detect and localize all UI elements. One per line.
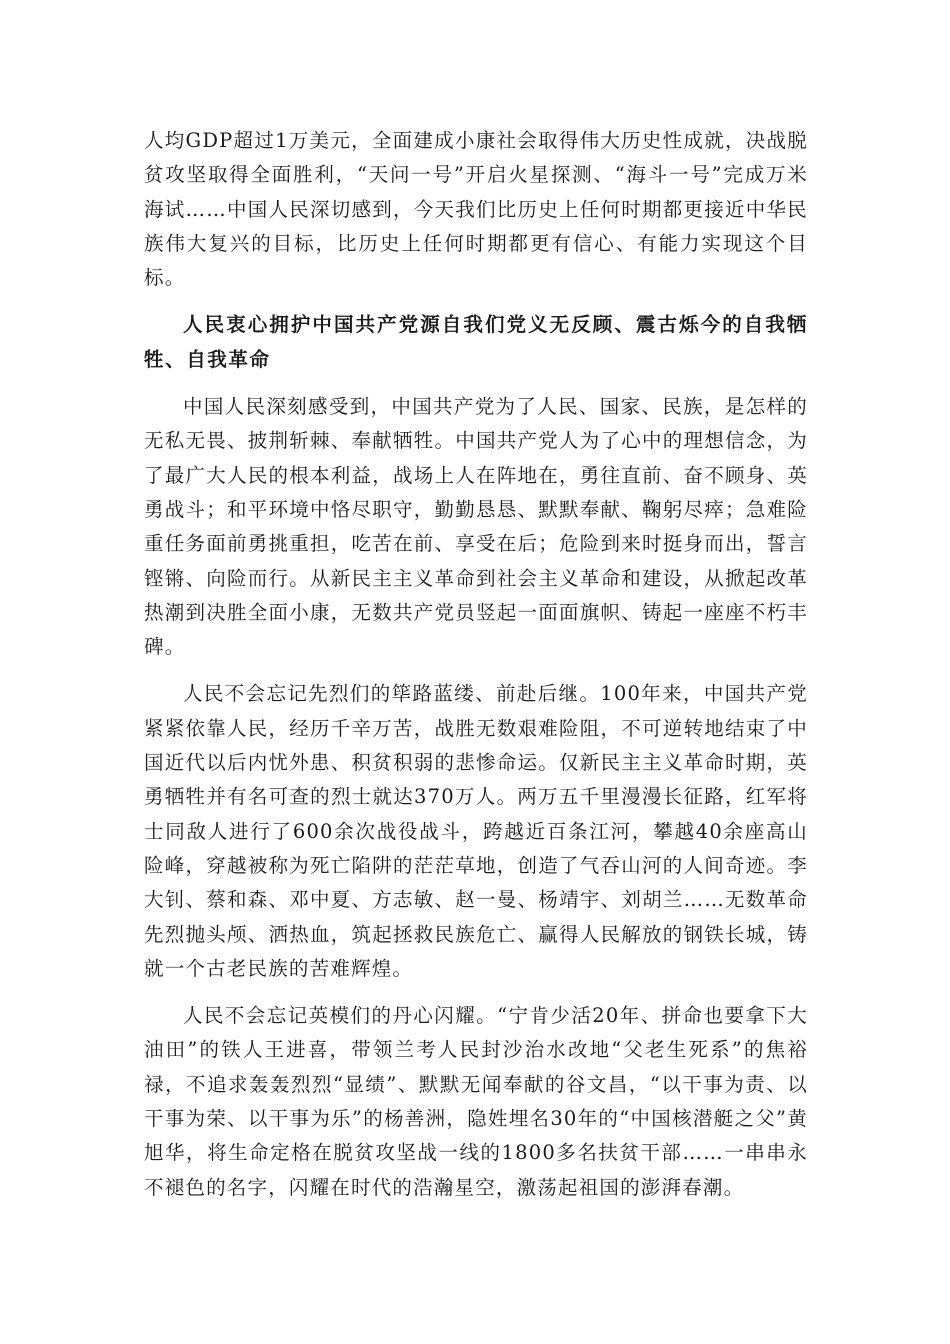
paragraph-self-sacrifice: 中国人民深刻感受到，中国共产党为了人民、国家、民族，是怎样的无私无畏、披荆斩棘、奉献牺牲。中国共产党人为了心中的理想信念，为了最广大人民的根本利益，战场上人在阵地在，勇往直前、奋不顾身、英勇战斗；和平环境中恪尽职守，勤勤恳恳、默默奉献、鞠躬尽瘁；急难险重任务面前勇挑重担，吃苦在前、享受在后；危险到来时挺身而出，誓言铿锵、向险而行。从新民主主义革命到社会主义革命和建设，从掀起改革热潮到决胜全面小康，无数共产党员竖起一面面旗帜、铸起一座座不朽丰碑。 bbox=[144, 395, 808, 659]
paragraph-continued: 人均GDP超过1万美元，全面建成小康社会取得伟大历史性成就，决战脱贫攻坚取得全面胜利，“天问一号”开启火星探测、“海斗一号”完成万米海试……中国人民深切感到，今天我们比历史上任何时期都更接近中华民族伟大复兴的目标，比历史上任何时期都更有信心、有能力实现这个目标。 bbox=[144, 129, 808, 290]
paragraph-heroes: 人民不会忘记英模们的丹心闪耀。“宁肯少活20年、拼命也要拿下大油田”的铁人王进喜，带领兰考人民封沙治水改地“父老生死系”的焦裕禄，不追求轰轰烈烈“显绩”、默默无闻奉献的谷文昌，“以干事为责、以干事为荣、以干事为乐”的杨善洲，隐姓埋名30年的“中国核潜艇之父”黄旭华，将生命定格在脱贫攻坚战一线的1800多名扶贫干部……一串串永不褪色的名字，闪耀在时代的浩瀚星空，激荡起祖国的澎湃春潮。 bbox=[144, 1004, 808, 1199]
section-heading: 人民衷心拥护中国共产党源自我们党义无反顾、震古烁今的自我牺牲、自我革命 bbox=[144, 313, 808, 371]
paragraph-martyrs: 人民不会忘记先烈们的筚路蓝缕、前赴后继。100年来，中国共产党紧紧依靠人民，经历千辛万苦，战胜无数艰难险阻，不可逆转地结束了中国近代以后内忧外患、积贫积弱的悲惨命运。仅新民主主义革命时期，英勇牺牲并有名可查的烈士就达370万人。两万五千里漫漫长征路，红军将士同敌人进行了600余次战役战斗，跨越近百条江河，攀越40余座高山险峰，穿越被称为死亡陷阱的茫茫草地，创造了气吞山河的人间奇迹。李大钊、蔡和森、邓中夏、方志敏、赵一曼、杨靖宇、刘胡兰……无数革命先烈抛头颅、洒热血，筑起拯救民族危亡、赢得人民解放的钢铁长城，铸就一个古老民族的苦难辉煌。 bbox=[144, 682, 808, 980]
document-page bbox=[144, 124, 808, 1205]
